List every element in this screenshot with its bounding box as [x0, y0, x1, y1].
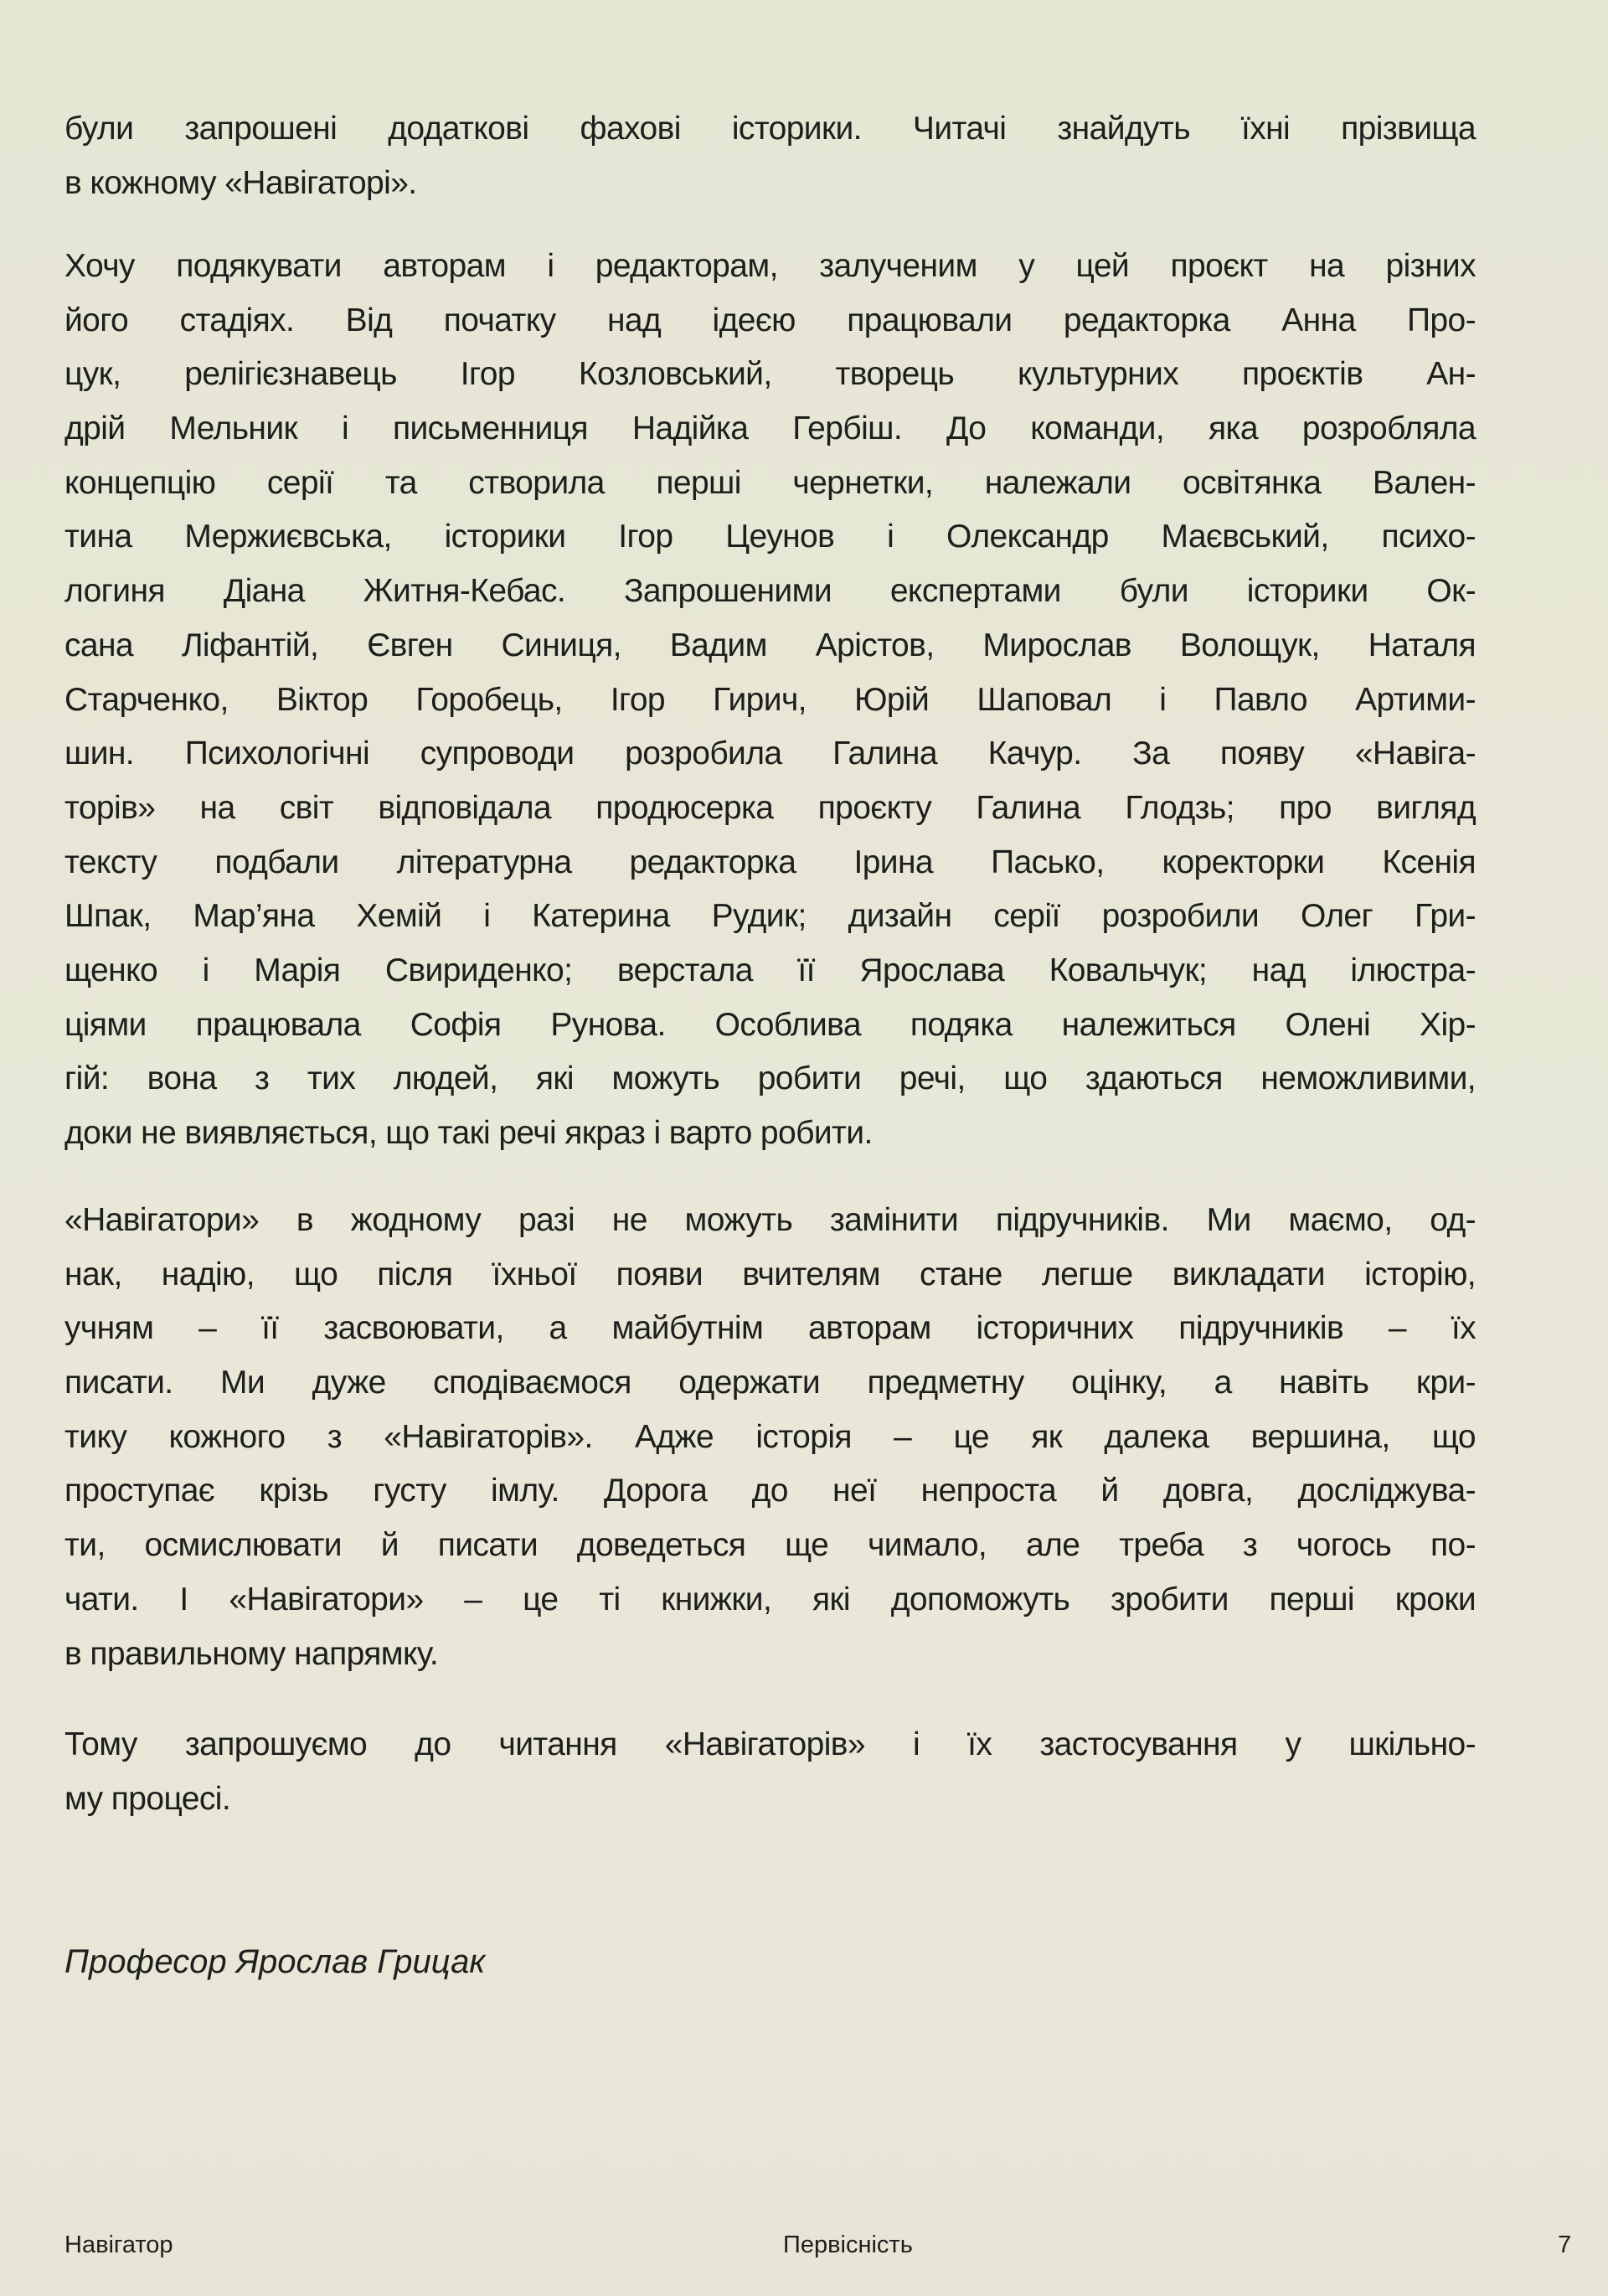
paragraph [64, 1194, 1476, 1681]
text-line: ти, осмислювати й писати доведеться ще чимало, але треба з чогось по- [64, 1527, 1476, 1564]
paragraph [64, 102, 1476, 210]
footer-title: Первісність [783, 2232, 913, 2258]
text-line: тина Мержиєвська, історики Ігор Цеунов і Олександр Маєвський, психо- [64, 519, 1476, 555]
text-line: ціями працювала Софія Рунова. Особлива подяка належиться Олені Хір- [64, 1006, 1476, 1043]
text-line: гій: вона з тих людей, які можуть робити речі, що здаються неможливими, [64, 1060, 1476, 1097]
text-line: концепцію серії та створила перші чернетки, належали освітянка Вален- [64, 464, 1476, 501]
paragraph [64, 1718, 1476, 1826]
text-line: щенко і Марія Свириденко; верстала її Ярослава Ковальчук; над ілюстра- [64, 952, 1476, 988]
text-line: шин. Психологічні супроводи розробила Галина Качур. За появу «Навіга- [64, 735, 1476, 772]
text-line: були запрошені додаткові фахові історики. Читачі знайдуть їхні прізвища [64, 111, 1476, 147]
footer-series: Навігатор [64, 2232, 173, 2258]
text-line: учням – її засвоювати, а майбутнім авторам історичних підручників – їх [64, 1310, 1476, 1347]
text-line: дрій Мельник і письменниця Надійка Гербіш. До команди, яка розробляла [64, 410, 1476, 447]
text-line: «Навігатори» в жодному разі не можуть замінити підручників. Ми маємо, од- [64, 1202, 1476, 1238]
text-line: Старченко, Віктор Горобець, Ігор Гирич, Юрій Шаповал і Павло Артими- [64, 681, 1476, 718]
text-line: писати. Ми дуже сподіваємося одержати предметну оцінку, а навіть кри- [64, 1365, 1476, 1401]
text-line: Хочу подякувати авторам і редакторам, залученим у цей проєкт на різних [64, 248, 1476, 284]
text-line: в правильному напрямку. [64, 1635, 439, 1672]
text-line: Шпак, Мар’яна Хемій і Катерина Рудик; дизайн серії розробили Олег Гри- [64, 898, 1476, 935]
text-line: нак, надію, що після їхньої появи вчителям стане легше викладати історію, [64, 1256, 1476, 1292]
page-number: 7 [1558, 2232, 1572, 2258]
text-line: му процесі. [64, 1780, 231, 1817]
text-line: його стадіях. Від початку над ідеєю працювали редакторка Анна Про- [64, 302, 1476, 338]
text-line: сана Ліфантій, Євген Синиця, Вадим Арістов, Мирослав Волощук, Наталя [64, 627, 1476, 663]
text-line: в кожному «Навігаторі». [64, 164, 417, 201]
signature: Професор Ярослав Грицак [64, 1943, 486, 1980]
text-line: торів» на світ відповідала продюсерка проєкту Галина Глодзь; про вигляд [64, 789, 1476, 826]
text-line: тику кожного з «Навігаторів». Адже історія – це як далека вершина, що [64, 1418, 1476, 1455]
text-line: доки не виявляється, що такі речі якраз і варто робити. [64, 1115, 873, 1151]
text-line: Тому запрошуємо до читання «Навігаторів» і їх застосування у шкільно- [64, 1726, 1476, 1762]
paragraph [64, 240, 1476, 1161]
text-line: чати. І «Навігатори» – це ті книжки, які допоможуть зробити перші кроки [64, 1581, 1476, 1618]
text-line: цук, релігієзнавець Ігор Козловський, творець культурних проєктів Ан- [64, 356, 1476, 393]
text-line: проступає крізь густу імлу. Дорога до неї непроста й довга, досліджува- [64, 1473, 1476, 1509]
text-line: логиня Діана Житня-Кебас. Запрошеними експертами були історики Ок- [64, 573, 1476, 610]
text-line: тексту подбали літературна редакторка Ірина Пасько, коректорки Ксенія [64, 844, 1476, 880]
